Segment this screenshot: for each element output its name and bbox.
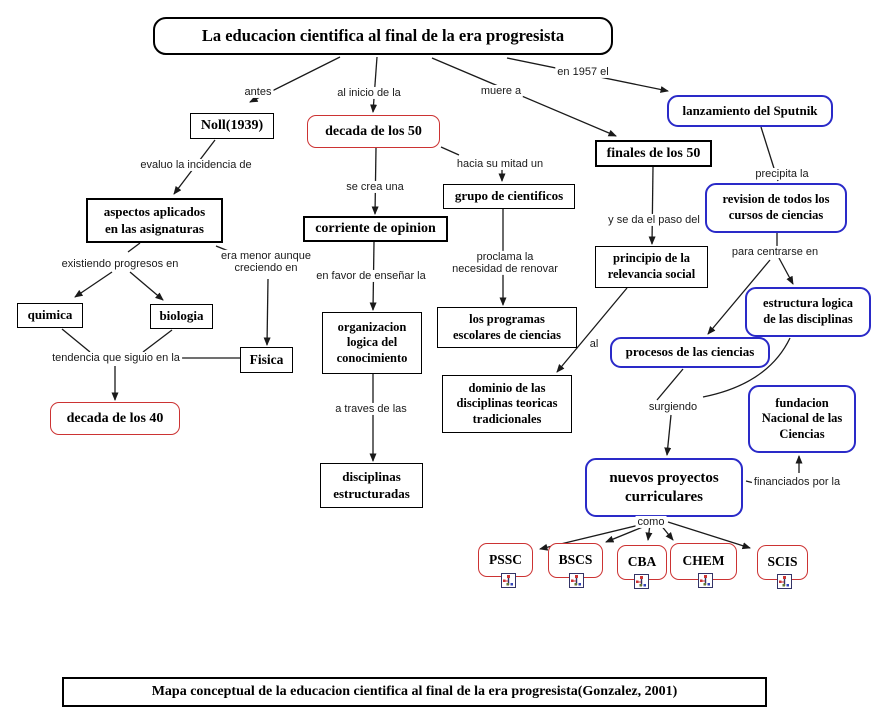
node-revision <box>705 183 847 233</box>
node-text: en las asignaturas <box>105 220 204 236</box>
edge-label-al: al <box>589 337 599 350</box>
node-text: decada de los 40 <box>66 410 164 426</box>
node-disciplinas <box>320 463 423 508</box>
node-text: los programas <box>469 311 545 326</box>
resource-icon[interactable] <box>501 573 516 588</box>
node-text: escolares de ciencias <box>452 327 562 342</box>
node-text: Nacional de las <box>761 411 843 426</box>
node-fundacion <box>748 385 856 453</box>
node-text: Fisica <box>249 351 284 367</box>
node-programas <box>437 307 577 348</box>
node-text: organizacion <box>337 319 407 334</box>
node-text: curriculares <box>624 488 704 505</box>
edge-line <box>441 147 459 155</box>
resource-icon[interactable] <box>698 573 713 588</box>
node-text: revision de todos los <box>722 192 830 207</box>
edge-label-tendencia-que-siguio-en-la: tendencia que siguio en la <box>52 351 180 364</box>
node-fisica <box>240 347 293 373</box>
node-aspectos <box>86 198 223 243</box>
edge-line <box>657 369 683 400</box>
node-title <box>153 17 613 55</box>
node-text: BSCS <box>558 552 593 568</box>
edge-line <box>130 272 163 300</box>
node-text: tradicionales <box>472 411 542 426</box>
node-text: estructuradas <box>333 485 410 501</box>
node-text: grupo de cientificos <box>454 188 564 204</box>
node-quimica <box>17 303 83 328</box>
node-finales-50 <box>595 140 712 167</box>
node-text: conocimiento <box>336 350 408 365</box>
node-text: disciplinas teoricas <box>456 396 558 411</box>
node-text: CBA <box>627 554 657 570</box>
edge-line <box>779 258 793 284</box>
node-principio <box>595 246 708 288</box>
node-text: Noll(1939) <box>200 118 264 134</box>
node-text: aspectos aplicados <box>103 204 206 220</box>
edge-line <box>373 57 377 112</box>
edge-label-surgiendo: surgiendo <box>648 400 698 413</box>
node-text: nuevos proyectos <box>609 469 719 486</box>
edge-label-antes: antes <box>244 85 272 98</box>
node-sputnik <box>667 95 833 127</box>
node-text: procesos de las ciencias <box>625 344 755 360</box>
node-estructura <box>745 287 871 337</box>
node-text: fundacion <box>775 395 829 410</box>
node-text: relevancia social <box>607 267 696 281</box>
edge-line <box>75 272 112 297</box>
edge-line <box>62 329 90 352</box>
node-text: SCIS <box>767 554 798 570</box>
node-text: Mapa conceptual de la educacion cientifica al final de la era progresista(Gonzalez, 2001) <box>151 684 678 700</box>
edge-label-como: como <box>637 515 665 528</box>
node-text: PSSC <box>488 551 522 567</box>
edge-label-hacia-su-mitad-un: hacia su mitad un <box>456 157 544 170</box>
resource-icon[interactable] <box>634 574 649 589</box>
node-organizacion <box>322 312 422 374</box>
node-text: Ciencias <box>779 426 825 441</box>
node-decada-40 <box>50 402 180 435</box>
node-decada-50 <box>307 115 440 148</box>
node-grupo-cientificos <box>443 184 575 209</box>
edge-label-a-traves-de-las: a traves de las <box>335 402 407 415</box>
node-dominio <box>442 375 572 433</box>
edge-label-para-centrarse-en: para centrarse en <box>731 245 819 258</box>
node-text: La educacion cientifica al final de la era progresista <box>201 25 565 45</box>
node-text: finales de los 50 <box>606 145 701 161</box>
node-text: principio de la <box>612 251 691 266</box>
edge-label-proclama-la: proclama la necesidad de renovar <box>452 250 558 275</box>
node-text: dominio de las <box>468 380 546 395</box>
node-text: estructura logica <box>763 296 853 311</box>
resource-icon[interactable] <box>777 574 792 589</box>
resource-icon[interactable] <box>569 573 584 588</box>
edge-label-al-inicio-de-la: al inicio de la <box>337 86 401 99</box>
edge-line <box>652 167 653 244</box>
edge-line <box>128 243 140 252</box>
node-nuevos-proyectos <box>585 458 743 517</box>
node-biologia <box>150 304 213 329</box>
edge-line <box>667 415 671 455</box>
node-text: corriente de opinion <box>315 221 436 237</box>
node-text: quimica <box>27 307 73 323</box>
node-pssc <box>478 543 533 577</box>
edge-label-se-crea-una: se crea una <box>346 180 404 193</box>
edge-line <box>267 279 268 345</box>
node-text: logica del <box>346 335 398 350</box>
edge-label-en-1957-el: en 1957 el <box>557 65 609 78</box>
node-text: lanzamiento del Sputnik <box>682 102 818 118</box>
edge-label-existiendo-progresos-en: existiendo progresos en <box>61 257 179 270</box>
edge-label-evaluo-la-incidencia-de: evaluo la incidencia de <box>140 158 252 171</box>
edge-label-en-favor-de-ensenar-la: en favor de enseñar la <box>316 269 426 282</box>
node-text: decada de los 50 <box>325 123 422 139</box>
node-text: disciplinas <box>342 469 401 485</box>
node-text: cursos de ciencias <box>728 208 824 222</box>
node-corriente <box>303 216 448 242</box>
node-caption <box>62 677 767 707</box>
node-text: biologia <box>159 308 204 324</box>
edge-label-muere-a: muere a <box>480 84 522 97</box>
edge-label-era-menor-aunque: era menor aunque creciendo en <box>221 249 311 274</box>
node-noll <box>190 113 274 139</box>
edge-label-financiados-por-la: financiados por la <box>753 475 841 488</box>
node-procesos <box>610 337 770 368</box>
edge-label-precipita-la: precipita la <box>755 167 809 180</box>
edge-label-y-se-da-el-paso-del: y se da el paso del <box>608 213 700 226</box>
node-text: de las disciplinas <box>763 312 853 326</box>
edge-line <box>143 330 172 352</box>
node-text: CHEM <box>682 553 725 569</box>
